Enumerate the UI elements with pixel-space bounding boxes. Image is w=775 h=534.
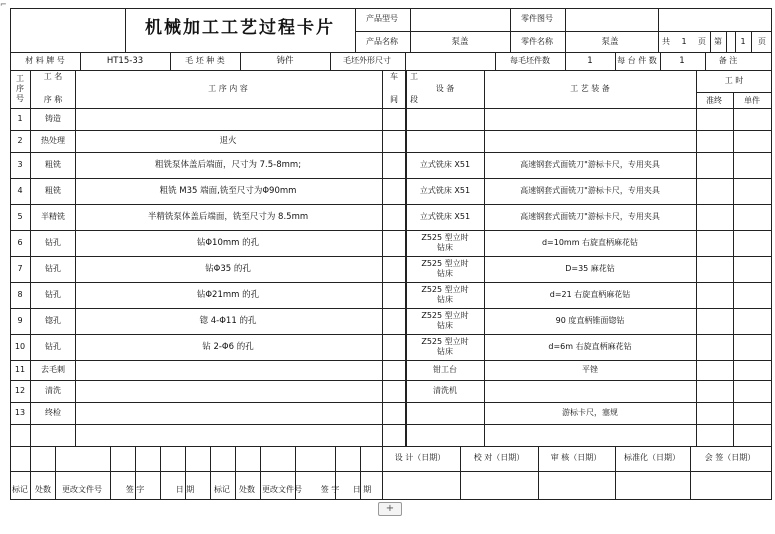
- grid-line: [696, 70, 697, 446]
- row-proc-name: 钻孔: [45, 264, 61, 273]
- row-equipment: 立式铣床 X51: [419, 212, 471, 221]
- blank-type-label: 毛 坯 种 类: [185, 56, 225, 65]
- row-no: 3: [17, 160, 23, 169]
- grid-line: [330, 52, 331, 70]
- row-content: 半精铣泵体盖后端面，铣至尺寸为 8.5mm: [147, 212, 309, 222]
- row-proc-name: 粗铣: [45, 186, 61, 195]
- row-no: 10: [14, 342, 26, 351]
- grid-line: [484, 70, 485, 446]
- grid-line: [160, 446, 161, 499]
- row-content: 粗铣 M35 端面,铣至尺寸为Φ90mm: [159, 186, 297, 196]
- row-equipment: 钳工台: [433, 365, 457, 374]
- row-line: [10, 446, 772, 447]
- row-line: [10, 360, 772, 361]
- grid-line: [240, 52, 241, 70]
- grid-line: [80, 52, 81, 70]
- grid-line: [55, 446, 56, 499]
- row-tooling: 游标卡尺，塞规: [562, 408, 618, 417]
- grid-line: [30, 70, 31, 446]
- row-tooling: 高速钢套式面铣刀"游标卡尺，专用夹具: [520, 186, 660, 195]
- product-name-label: 产品名称: [366, 37, 398, 46]
- grid-line: [260, 446, 261, 499]
- row-content: 钻Φ10mm 的孔: [196, 238, 260, 248]
- col-section-top: 工: [410, 72, 418, 81]
- row-equipment: Z525 型立时钻床: [421, 233, 469, 252]
- total-value: 1: [681, 37, 687, 46]
- grid-line: [690, 446, 691, 499]
- material-label: 材 料 牌 号: [25, 56, 65, 65]
- row-proc-name: 锪孔: [45, 316, 61, 325]
- grid-line: [405, 52, 406, 70]
- row-proc-name: 去毛刺: [41, 365, 65, 374]
- col-seq-no: 工 序 号: [16, 74, 24, 103]
- row-line: [10, 402, 772, 403]
- row-line: [10, 282, 772, 283]
- grid-line: [355, 31, 772, 32]
- grid-line: [751, 31, 752, 52]
- row-proc-name: 钻孔: [45, 290, 61, 299]
- row-no: 2: [17, 136, 23, 145]
- row-line: [10, 230, 772, 231]
- signoff-proofread: 校 对（日期）: [473, 453, 525, 462]
- grid-line: [10, 52, 772, 53]
- row-proc-name: 钻孔: [45, 238, 61, 247]
- row-equipment: 清洗机: [433, 386, 457, 395]
- grid-line: [410, 8, 411, 52]
- grid-line: [615, 446, 616, 499]
- row-no: 12: [14, 386, 26, 395]
- grid-line: [735, 31, 736, 52]
- nth-value: 1: [740, 37, 746, 46]
- signoff-countersign: 会 签（日期）: [704, 453, 756, 462]
- blank-type-value: 铸件: [276, 56, 294, 66]
- card-title: 机械加工工艺过程卡片: [145, 18, 335, 38]
- row-line: [10, 178, 772, 179]
- row-proc-name: 半精铣: [41, 212, 65, 221]
- part-name-value: 泵盖: [601, 37, 619, 47]
- row-content: 粗铣泵体盖后端面，尺寸为 7.5-8mm;: [154, 160, 302, 170]
- row-tooling: D=35 麻花钻: [565, 264, 615, 273]
- per-blank-value: 1: [587, 56, 593, 66]
- per-blank-label: 每毛坯件数: [510, 56, 550, 65]
- grid-line: [710, 31, 711, 52]
- col-unit-time: 单件: [744, 96, 760, 105]
- grid-line: [10, 70, 772, 71]
- footer-mark: 标记: [12, 485, 28, 494]
- footer-count-2: 处数: [239, 485, 255, 494]
- grid-line: [10, 108, 772, 109]
- blank-size-label: 毛坯外形尺寸: [343, 56, 391, 65]
- nth-label: 第: [714, 37, 722, 46]
- row-no: 4: [17, 186, 23, 195]
- row-no: 7: [17, 264, 23, 273]
- row-equipment: Z525 型立时钻床: [421, 337, 469, 356]
- row-tooling: d=6m 右旋直柄麻花钻: [548, 342, 632, 351]
- col-workshop-bottom: 间: [390, 95, 398, 104]
- corner-marker-icon: ⌐: [0, 0, 7, 9]
- grid-line: [460, 446, 461, 499]
- grid-line: [110, 446, 111, 499]
- row-line: [10, 308, 772, 309]
- grid-line: [660, 52, 661, 70]
- part-name-label: 零件名称: [521, 37, 553, 46]
- page-label: 页: [698, 37, 706, 46]
- row-line: [10, 256, 772, 257]
- row-proc-name: 粗铣: [45, 160, 61, 169]
- row-proc-name: 热处理: [41, 136, 65, 145]
- signoff-standardize: 标准化（日期）: [624, 453, 680, 462]
- row-proc-name: 清洗: [45, 386, 61, 395]
- page-label-2: 页: [758, 37, 766, 46]
- row-line: [10, 152, 772, 153]
- col-workshop-top: 车: [390, 72, 398, 81]
- footer-change-doc-2: 更改文件号: [262, 485, 302, 494]
- col-tooling: 工 艺 装 备: [570, 84, 610, 93]
- grid-line: [170, 52, 171, 70]
- row-content: 退火: [219, 136, 237, 146]
- grid-line: [382, 446, 383, 499]
- row-tooling: 90 度直柄锥面锪钻: [555, 316, 625, 325]
- grid-line: [406, 70, 407, 446]
- grid-line: [125, 8, 126, 52]
- grid-line: [75, 70, 76, 446]
- grid-line: [235, 446, 236, 499]
- row-tooling: 高速钢套式面铣刀"游标卡尺，专用夹具: [520, 160, 660, 169]
- grid-line: [705, 52, 706, 70]
- row-equipment: 立式铣床 X51: [419, 186, 471, 195]
- row-proc-name: 终检: [45, 408, 61, 417]
- row-no: 5: [17, 212, 23, 221]
- signoff-review: 审 核（日期）: [550, 453, 602, 462]
- row-content: 钻Φ21mm 的孔: [196, 290, 260, 300]
- frame-left: [10, 8, 11, 499]
- grid-line: [733, 92, 734, 446]
- row-equipment: 立式铣床 X51: [419, 160, 471, 169]
- row-line: [10, 380, 772, 381]
- grid-line: [726, 31, 727, 52]
- material-value: HT15-33: [106, 56, 144, 66]
- col-proc-name-top: 工 名: [43, 72, 63, 81]
- footer-sign-2: 签 字: [320, 485, 340, 494]
- row-equipment: Z525 型立时钻床: [421, 259, 469, 278]
- row-content: 锪 4-Φ11 的孔: [199, 316, 257, 326]
- footer-sign: 签 字: [125, 485, 145, 494]
- col-time: 工 时: [724, 76, 744, 85]
- row-tooling: d=21 右旋直柄麻花钻: [549, 290, 631, 299]
- col-section-bottom: 段: [410, 95, 418, 104]
- grid-line: [565, 8, 566, 52]
- row-proc-name: 钻孔: [45, 342, 61, 351]
- grid-line: [30, 446, 31, 499]
- footer-count: 处数: [35, 485, 51, 494]
- grid-line: [565, 52, 566, 70]
- frame-bottom: [10, 499, 772, 500]
- row-proc-name: 铸造: [45, 114, 61, 123]
- grid-line: [10, 471, 772, 472]
- process-card: [10, 8, 772, 500]
- row-no: 11: [14, 365, 26, 374]
- grid-line: [658, 8, 659, 52]
- row-equipment: Z525 型立时钻床: [421, 311, 469, 330]
- footer-date-2: 日 期: [352, 485, 372, 494]
- grid-line: [405, 70, 406, 446]
- col-content: 工 序 内 容: [208, 84, 248, 93]
- product-model-label: 产品型号: [366, 14, 398, 23]
- row-content: 钻Φ35 的孔: [205, 264, 251, 274]
- grid-line: [696, 92, 772, 93]
- row-no: 8: [17, 290, 23, 299]
- row-tooling: 平锉: [582, 365, 598, 374]
- col-equipment: 设 备: [435, 84, 455, 93]
- grid-line: [538, 446, 539, 499]
- grid-line: [495, 52, 496, 70]
- product-name-value: 泵盖: [451, 37, 469, 47]
- total-label: 共: [662, 37, 670, 46]
- row-no: 9: [17, 316, 23, 325]
- col-proc-name-bottom: 序 称: [43, 95, 63, 104]
- col-prep-time: 准终: [706, 96, 722, 105]
- footer-date: 日 期: [175, 485, 195, 494]
- footer-mark-2: 标记: [214, 485, 230, 494]
- row-content: 钻 2-Φ6 的孔: [202, 342, 254, 352]
- row-line: [10, 130, 772, 131]
- per-unit-label: 每 台 件 数: [617, 56, 657, 65]
- add-row-button[interactable]: +: [378, 502, 402, 516]
- row-no: 6: [17, 238, 23, 247]
- row-no: 1: [17, 114, 23, 123]
- grid-line: [510, 8, 511, 52]
- per-unit-value: 1: [679, 56, 685, 66]
- part-drawing-no-label: 零件图号: [521, 14, 553, 23]
- row-tooling: 高速钢套式面铣刀"游标卡尺，专用夹具: [520, 212, 660, 221]
- row-no: 13: [14, 408, 26, 417]
- signoff-design: 设 计（日期）: [394, 453, 446, 462]
- row-line: [10, 204, 772, 205]
- row-tooling: d=10mm 右旋直柄麻花钻: [541, 238, 639, 247]
- grid-line: [615, 52, 616, 70]
- grid-line: [210, 446, 211, 499]
- frame-right: [771, 8, 772, 499]
- remark-label: 备 注: [718, 56, 738, 65]
- footer-change-doc: 更改文件号: [62, 485, 102, 494]
- row-line: [10, 334, 772, 335]
- row-line: [10, 424, 772, 425]
- grid-line: [382, 70, 383, 446]
- grid-line: [355, 8, 356, 52]
- row-equipment: Z525 型立时钻床: [421, 285, 469, 304]
